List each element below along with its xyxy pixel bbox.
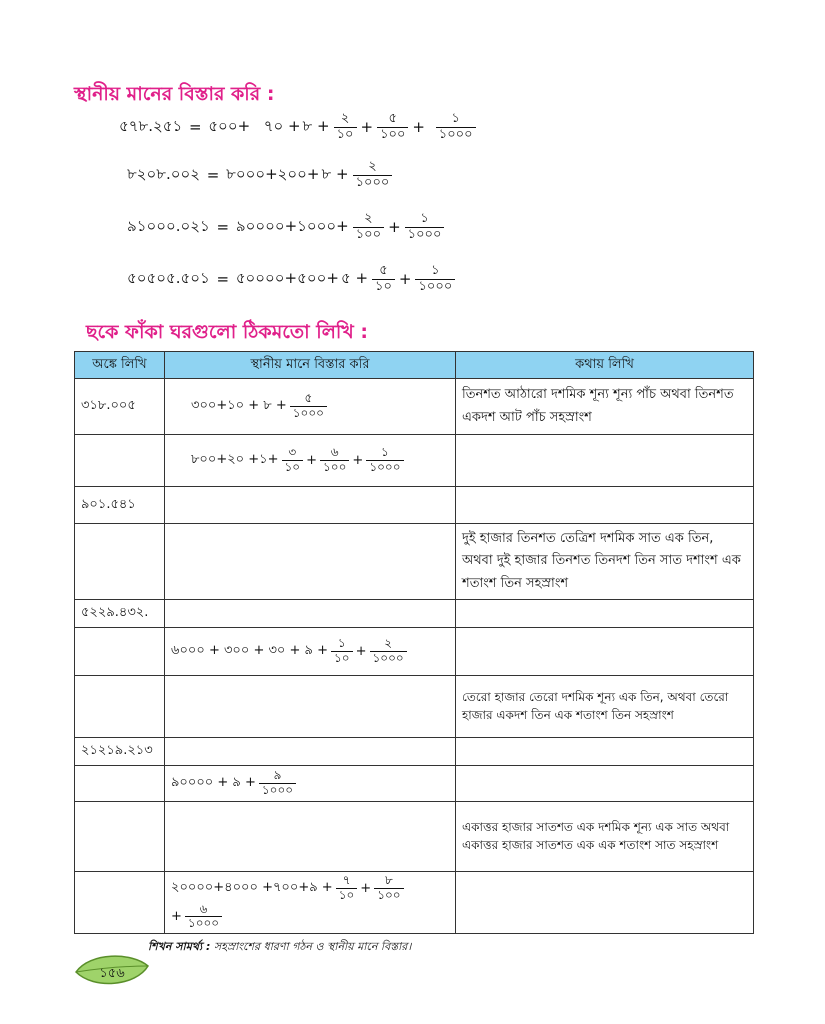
table-row <box>75 676 754 738</box>
digits-cell <box>75 524 165 600</box>
fraction: $\frac{৬}{১০০}$ <box>320 446 349 475</box>
words-cell: তিনশত আঠারো দশমিক শূন্য শূন্য পাঁচ অথবা তিনশত একদশ আট পাঁচ সহস্রাংশ <box>456 379 754 435</box>
table-row <box>75 872 754 934</box>
table-row <box>75 600 754 628</box>
table-row <box>75 802 754 872</box>
learning-outcome-text: সহস্রাংশের ধারণা গঠন ও স্থানীয় মানে বিস্তার। <box>213 940 412 953</box>
words-cell <box>456 766 754 802</box>
digits-cell <box>75 766 165 802</box>
fill-table <box>74 351 754 934</box>
example-term: ৮ + <box>302 116 330 135</box>
example-1: ৫৭৮.২৫১ = ৫০০+ ৭০ + ৮ + $\frac{২}{১০}$ + $\frac{৫}{১০০}$ + $\frac{১}{১০০০}$ <box>118 112 479 143</box>
fraction: $\frac{১}{১০০০}$ <box>415 264 455 295</box>
words-cell: একাত্তর হাজার সাতশত এক দশমিক শূন্য এক সাত অথবা একাত্তর হাজার সাতশত এক এক শতাংশ সাত সহস্রাংশ <box>456 802 754 872</box>
example-lhs: ৮২০৮.০০২ <box>127 164 200 183</box>
plus-sign: + <box>398 270 412 289</box>
words-cell <box>456 738 754 766</box>
fraction: $\frac{২}{১০০০}$ <box>370 637 407 666</box>
fraction: $\frac{৬}{১০০০}$ <box>185 903 222 932</box>
words-cell: দুই হাজার তিনশত তেত্রিশ দশমিক সাত এক তিন, অথবা দুই হাজার তিনশত তিনদশ তিন সাত দশাংশ এক শতাংশ তিন সহস্রাংশ <box>456 524 754 600</box>
expansion-cell <box>165 600 456 628</box>
example-4: ৫০৫০৫.৫০১ = ৫০০০০+৫০০+ ৫ + $\frac{৫}{১০}$ + $\frac{১}{১০০০}$ <box>126 264 458 295</box>
expansion-cell <box>165 738 456 766</box>
expansion-cell <box>165 524 456 600</box>
example-lhs: ৫০৫০৫.৫০১ <box>127 268 210 287</box>
words-cell <box>456 872 754 934</box>
fraction: $\frac{১}{১০০০}$ <box>366 446 403 475</box>
expansion-cell: ৬০০০ + ৩০০ + ৩০ + ৯ + $\frac{১}{১০}$ + $\frac{২}{১০০০}$ <box>165 628 456 676</box>
expansion-cell: ৩০০+১০ + ৮ + $\frac{৫}{১০০০}$ <box>165 379 456 435</box>
col-header-words: কথায় লিখি <box>456 352 754 379</box>
table-row <box>75 435 754 487</box>
expansion-cell: ২০০০০+৪০০০ +৭০০+৯ + $\frac{৭}{১০}$ + $\frac{৮}{১০০}$ + $\frac{৬}{১০০০}$ <box>165 872 456 934</box>
example-term: ৮০০০+২০০+ <box>226 164 320 183</box>
page-number-leaf-icon <box>72 950 152 990</box>
fraction: $\frac{৮}{১০০}$ <box>374 874 403 903</box>
example-3: ৯১০০০.০২১ = ৯০০০০+১০০০+ $\frac{২}{১০০}$ + $\frac{১}{১০০০}$ <box>126 212 447 243</box>
expansion-cell <box>165 487 456 524</box>
fraction: $\frac{৫}{১০০০}$ <box>290 392 327 421</box>
fraction: $\frac{১}{১০}$ <box>331 637 353 666</box>
example-term: ৫০০০০+৫০০+ <box>235 268 339 287</box>
section-title-expansion: স্থানীয় মানের বিস্তার করি : <box>74 83 275 105</box>
fraction: $\frac{২}{১০০০}$ <box>353 160 393 191</box>
table-row <box>75 379 754 435</box>
words-cell: তেরো হাজার তেরো দশমিক শূন্য এক তিন, অথবা তেরো হাজার একদশ তিন এক শতাংশ তিন সহস্রাংশ <box>456 676 754 738</box>
expansion-cell: ৮০০+২০ +১+ $\frac{৩}{১০}$ + $\frac{৬}{১০০}$ + $\frac{১}{১০০০}$ <box>165 435 456 487</box>
fraction: $\frac{১}{১০০০}$ <box>436 112 476 143</box>
fraction: $\frac{৩}{১০}$ <box>282 446 304 475</box>
expansion-cell <box>165 676 456 738</box>
fraction: $\frac{১}{১০০০}$ <box>405 212 445 243</box>
example-lhs: ৯১০০০.০২১ <box>127 216 210 235</box>
table-row <box>75 766 754 802</box>
digits-cell: ৫২২৯.৪৩২. <box>75 600 165 628</box>
digits-cell <box>75 435 165 487</box>
digits-cell: ৯০১.৫৪১ <box>75 487 165 524</box>
digits-cell <box>75 802 165 872</box>
words-cell <box>456 487 754 524</box>
page-number: ১৫৬ <box>99 966 125 981</box>
plus-sign: + <box>412 118 425 137</box>
expansion-cell <box>165 802 456 872</box>
col-header-digits: অঙ্কে লিখি <box>75 352 165 379</box>
example-term: ৯০০০০+১০০০+ <box>235 216 349 235</box>
example-term: ৮ + <box>321 164 349 183</box>
fraction: $\frac{২}{১০০}$ <box>353 212 384 243</box>
table-header-row <box>75 352 754 379</box>
plus-sign: + <box>360 118 374 137</box>
col-header-expansion: স্থানীয় মানে বিস্তার করি <box>165 352 456 379</box>
section-title-table: ছকে ফাঁকা ঘরগুলো ঠিকমতো লিখি : <box>86 321 368 343</box>
words-cell <box>456 628 754 676</box>
digits-cell <box>75 872 165 934</box>
words-cell <box>456 600 754 628</box>
expansion-cell: ৯০০০০ + ৯ + $\frac{৯}{১০০০}$ <box>165 766 456 802</box>
table-row <box>75 628 754 676</box>
digits-cell <box>75 628 165 676</box>
words-cell <box>456 435 754 487</box>
table-row <box>75 738 754 766</box>
digits-cell <box>75 676 165 738</box>
example-term: ৭০ + <box>263 116 301 135</box>
fraction: $\frac{২}{১০}$ <box>334 112 357 143</box>
learning-outcome-note <box>148 938 411 957</box>
plus-sign: + <box>388 218 401 237</box>
digits-cell: ২১২১৯.২১৩ <box>75 738 165 766</box>
example-2: ৮২০৮.০০২ = ৮০০০+২০০+ ৮ + $\frac{২}{১০০০}$ <box>126 160 395 191</box>
example-term: ৫০০+ <box>208 116 251 135</box>
fraction: $\frac{৭}{১০}$ <box>336 874 358 903</box>
example-lhs: ৫৭৮.২৫১ <box>119 116 183 135</box>
table-row <box>75 487 754 524</box>
digits-cell: ৩১৮.০০৫ <box>75 379 165 435</box>
example-term: ৫ + <box>340 268 369 287</box>
learning-outcome-label: শিখন সামর্থ্য : <box>148 940 211 953</box>
fraction: $\frac{৯}{১০০০}$ <box>259 769 296 798</box>
fraction: $\frac{৫}{১০০}$ <box>377 112 408 143</box>
table-row <box>75 524 754 600</box>
fraction: $\frac{৫}{১০}$ <box>372 264 395 295</box>
